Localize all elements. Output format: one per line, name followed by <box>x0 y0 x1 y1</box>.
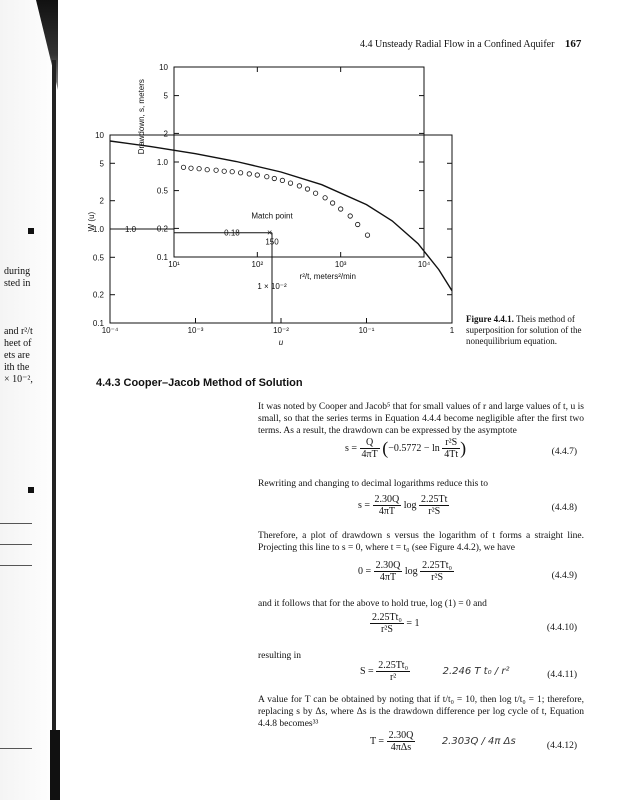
y-tick-label: 10 <box>95 131 104 140</box>
observed-point <box>238 171 242 175</box>
observed-point <box>230 170 234 174</box>
equation-number: (4.4.7) <box>551 447 577 457</box>
match-s-value: 0.18 <box>224 228 240 238</box>
observed-point <box>181 165 185 169</box>
eq-den: 4πT <box>378 506 395 517</box>
observed-point <box>272 176 276 180</box>
eq-rhs: = 1 <box>406 617 420 629</box>
observed-point <box>222 169 226 173</box>
observed-point <box>323 196 327 200</box>
eq-fraction <box>374 560 403 583</box>
equation-number: (4.4.9) <box>551 571 577 581</box>
x-axis-label: u <box>278 338 284 347</box>
eq-den: 4πT <box>379 572 397 583</box>
overlay-y-tick-label: 1.0 <box>156 158 168 167</box>
y-tick-label: 0.2 <box>92 290 104 300</box>
eq-paren: ) <box>460 438 467 458</box>
handwritten-note: 2.303Q / 4π Δs <box>441 735 516 747</box>
x-tick-label: 10⁻² <box>273 326 289 335</box>
match-w-value: 1.0 <box>125 225 137 234</box>
handwritten-note: 2.246 T t₀ / r² <box>442 665 510 677</box>
observed-point <box>280 178 284 182</box>
overlay-y-axis-label: Drawdown, s, meters <box>137 79 146 155</box>
eq-fraction <box>420 560 454 583</box>
y-axis-label: W (u) <box>87 211 96 232</box>
eq-den: r² <box>389 672 397 683</box>
y-tick-label: 2 <box>99 196 104 206</box>
eq-lhs: T = <box>370 735 387 747</box>
observed-point <box>205 168 209 172</box>
overlay-x-tick-label: 10⁴ <box>417 260 431 269</box>
overlay-y-tick-label: 0.5 <box>156 186 168 196</box>
margin-marker <box>28 487 34 493</box>
caption-text: Theis method of superposition for solution of the nonequilibrium equation. <box>466 314 582 346</box>
eq-num: 2.30Q <box>374 494 400 505</box>
y-tick-label: 0.5 <box>92 253 104 263</box>
equation-4-4-8 <box>358 494 449 517</box>
overlay-x-axis-label: r²/t, meters²/min <box>299 272 356 281</box>
equation-number: (4.4.8) <box>551 503 577 513</box>
eq-num: 2.25Tt <box>421 494 448 505</box>
observed-point <box>365 233 369 237</box>
eq-num: 2.25Tt₀ <box>378 660 409 671</box>
equation-number: (4.4.12) <box>546 741 577 751</box>
paragraph-6: A value for T can be obtained by noting that if t/t₀ = 10, then log t/t₀ = 1; therefore, replacing s by Δs, where Δs is the drawdown difference per log cycle of t, Equation 4.4.8 becomes³³ <box>258 695 584 729</box>
eq-den: 4πT <box>361 449 378 460</box>
eq-den: 4πΔs <box>390 742 412 753</box>
observed-point <box>339 207 343 211</box>
x-tick-label: 10⁻³ <box>187 326 204 335</box>
eq-fraction <box>370 612 404 635</box>
margin-text: during <box>4 266 31 277</box>
paragraph-3: Therefore, a plot of drawdown s versus the logarithm of t forms a straight line. Projecting this line to s = 0, where t = t₀ (see Figure 4.4.2), we have <box>258 531 584 553</box>
observed-point <box>255 173 259 177</box>
margin-marker <box>28 228 34 234</box>
margin-text: sted in <box>4 278 31 289</box>
equation-4-4-11 <box>360 660 509 683</box>
observed-point <box>197 167 201 171</box>
eq-den: r²S <box>380 624 393 635</box>
eq-lhs: s = <box>358 499 373 511</box>
eq-num: r²S <box>442 437 460 449</box>
margin-rule <box>0 544 32 545</box>
equation-4-4-9 <box>358 560 454 583</box>
observed-point <box>288 181 292 185</box>
theis-figure <box>60 55 470 355</box>
y-tick-label: 0.1 <box>92 319 104 328</box>
x-tick-label: 10⁻¹ <box>358 326 375 335</box>
paragraph-2: Rewriting and changing to decimal logarithms reduce this to <box>258 479 489 489</box>
eq-lhs: 0 = <box>358 565 374 577</box>
equation-4-4-7 <box>345 437 466 460</box>
eq-log: log <box>404 565 418 577</box>
overlay-y-tick-label: 2 <box>163 129 168 139</box>
overlay-x-tick-label: 10¹ <box>168 260 180 269</box>
eq-lhs: S = <box>360 665 377 677</box>
header-section: 4.4 Unsteady Radial Flow in a Confined Aquifer <box>360 39 555 50</box>
page-binding-shadow <box>0 0 60 800</box>
section-heading: 4.4.3 Cooper–Jacob Method of Solution <box>96 377 303 389</box>
x-tick-label: 10⁻⁴ <box>101 326 119 335</box>
eq-fraction <box>360 437 380 460</box>
match-r2t-value: 150 <box>265 237 279 247</box>
running-header <box>360 38 581 50</box>
overlay-y-tick-label: 0.2 <box>156 224 168 234</box>
observed-point <box>265 175 269 179</box>
observed-point <box>356 222 360 226</box>
margin-rule <box>0 565 32 566</box>
overlay-x-tick-label: 10³ <box>334 260 347 269</box>
eq-fraction <box>419 494 449 517</box>
caption-label: Figure 4.4.1. <box>466 314 514 324</box>
margin-rule <box>0 748 32 749</box>
equation-number: (4.4.11) <box>547 670 577 680</box>
margin-text: and r²/t <box>4 326 33 337</box>
x-tick-label: 1 <box>449 326 455 335</box>
eq-log: log <box>403 499 417 511</box>
paragraph-4: and it follows that for the above to hold true, log (1) = 0 and <box>258 599 487 609</box>
eq-fraction <box>387 730 416 753</box>
margin-text: heet of <box>4 338 32 349</box>
margin-text: ith the <box>4 362 30 373</box>
overlay-x-tick-label: 10² <box>251 260 264 269</box>
observed-point <box>305 187 309 191</box>
eq-paren: ( <box>382 438 389 458</box>
match-point-label: Match point <box>251 211 293 221</box>
paragraph-1: It was noted by Cooper and Jacob⁵ that for small values of r and large values of t, u is small, so that the series terms in Equation 4.4.4 become negligible after the first two terms. As a result, the drawdown can be expressed by the asymptote <box>258 402 584 436</box>
equation-4-4-12 <box>370 730 516 753</box>
observed-point <box>297 184 301 188</box>
eq-fraction <box>442 437 460 460</box>
paragraph-5: resulting in <box>258 651 302 661</box>
eq-num: 2.25Tt₀ <box>372 612 402 623</box>
overlay-y-tick-label: 0.1 <box>156 253 168 262</box>
eq-num: Q <box>360 437 380 449</box>
margin-rule <box>0 523 32 524</box>
y-tick-label: 1.0 <box>92 225 104 234</box>
eq-lhs: s = <box>345 442 360 454</box>
observed-point <box>348 214 352 218</box>
eq-fraction <box>376 660 410 683</box>
observed-point <box>330 201 334 205</box>
eq-den: 4Tt <box>444 449 459 460</box>
eq-num: 2.30Q <box>388 730 414 741</box>
eq-term: −0.5772 − ln <box>388 442 440 454</box>
observed-point <box>247 172 251 176</box>
page-number: 167 <box>564 38 582 50</box>
observed-point <box>313 191 317 195</box>
observed-point <box>189 166 193 170</box>
equation-number: (4.4.10) <box>546 623 577 633</box>
eq-fraction <box>373 494 402 517</box>
binding-edge <box>52 60 56 800</box>
observed-point <box>214 168 218 172</box>
overlay-y-tick-label: 10 <box>159 63 168 72</box>
y-tick-label: 5 <box>99 159 104 169</box>
eq-num: 2.25Tt₀ <box>422 560 453 571</box>
match-u-value: 1 × 10⁻² <box>257 282 287 291</box>
figure-caption <box>466 314 616 347</box>
margin-text: × 10⁻², <box>4 374 33 385</box>
match-point-marker: × <box>267 227 273 238</box>
eq-num: 2.30Q <box>375 560 401 571</box>
eq-den: r²S <box>431 572 444 583</box>
overlay-plot-frame <box>174 67 424 257</box>
equation-4-4-10 <box>370 612 420 635</box>
binding-edge-bottom <box>50 730 60 800</box>
overlay-y-tick-label: 5 <box>163 91 168 101</box>
margin-text: ets are <box>4 350 30 361</box>
eq-den: r²S <box>428 506 441 517</box>
